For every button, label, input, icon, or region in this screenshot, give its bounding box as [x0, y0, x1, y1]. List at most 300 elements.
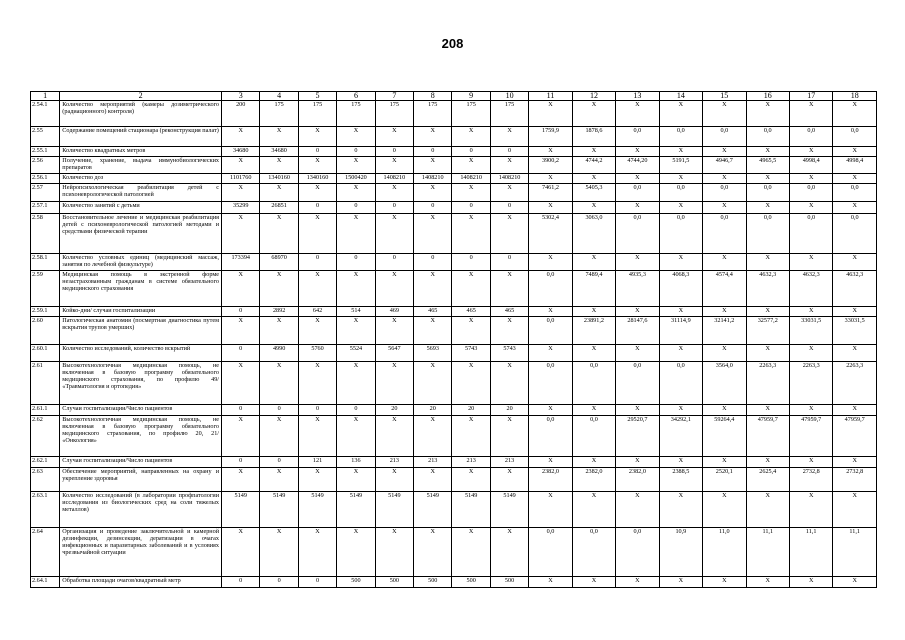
table-cell: 0,0 [616, 362, 659, 405]
table-cell: 0 [452, 147, 490, 157]
table-cell: 0,0 [703, 127, 746, 147]
table-cell: X [659, 492, 702, 528]
table-cell: 20 [490, 405, 528, 416]
table-cell: X [659, 457, 702, 468]
table-cell: 28147,6 [616, 317, 659, 345]
table-cell: X [789, 457, 832, 468]
table-cell: X [833, 147, 877, 157]
table-cell: X [298, 157, 336, 174]
table-row [31, 405, 877, 416]
table-cell: X [616, 101, 659, 127]
row-code: 2.58 [31, 214, 60, 254]
table-cell: 175 [260, 101, 298, 127]
table-cell: X [659, 147, 702, 157]
table-cell: X [298, 184, 336, 202]
table-cell: X [833, 577, 877, 588]
table-row [31, 127, 877, 147]
table-cell: X [414, 214, 452, 254]
row-code: 2.56 [31, 157, 60, 174]
table-cell: X [659, 254, 702, 271]
table-cell: X [616, 457, 659, 468]
table-cell: X [298, 317, 336, 345]
row-description: Патологическая анатомия (посмертная диагностика путем вскрытия трупов умерших) [60, 317, 222, 345]
table-cell: X [222, 127, 260, 147]
table-cell: X [616, 577, 659, 588]
table-cell: 0,0 [833, 184, 877, 202]
table-cell: X [529, 492, 572, 528]
table-row [31, 577, 877, 588]
table-cell: X [659, 405, 702, 416]
table-cell: X [337, 362, 375, 405]
table-cell: 2263,3 [833, 362, 877, 405]
table-cell: 175 [414, 101, 452, 127]
table-cell: 0,0 [616, 214, 659, 254]
table-cell: 175 [452, 101, 490, 127]
table-cell: 1408210 [452, 174, 490, 184]
table-cell: 0 [490, 147, 528, 157]
table-cell: X [572, 457, 615, 468]
table-cell: X [833, 254, 877, 271]
table-cell: X [703, 174, 746, 184]
table-cell: 4744,2 [572, 157, 615, 174]
table-cell: 0 [222, 577, 260, 588]
table-cell: X [746, 457, 789, 468]
table-cell: 3063,0 [572, 214, 615, 254]
table-cell: X [414, 362, 452, 405]
row-description: Количество исследований (в лаборатории профпатологии исследования из биологических сред на соли тяжелых металлов) [60, 492, 222, 528]
table-cell: X [337, 127, 375, 147]
table-cell: X [337, 416, 375, 457]
table-cell: 2892 [260, 307, 298, 317]
table-cell: X [746, 101, 789, 127]
table-cell: X [414, 271, 452, 307]
table-cell: 35299 [222, 202, 260, 214]
table-cell: X [375, 528, 413, 577]
table-cell: X [789, 345, 832, 362]
column-number: 18 [833, 92, 877, 101]
row-code: 2.64 [31, 528, 60, 577]
table-cell: X [375, 362, 413, 405]
table-row [31, 416, 877, 457]
row-description: Количество квадратных метров [60, 147, 222, 157]
table-cell: X [414, 157, 452, 174]
table-cell: 1340160 [298, 174, 336, 184]
table-cell: 34292,1 [659, 416, 702, 457]
table-cell: 500 [452, 577, 490, 588]
page-number: 208 [441, 36, 464, 51]
row-code: 2.62 [31, 416, 60, 457]
table-cell: 32141,2 [703, 317, 746, 345]
table-cell: X [337, 317, 375, 345]
table-cell: 0 [414, 202, 452, 214]
table-cell: 4068,3 [659, 271, 702, 307]
table-cell: 68970 [260, 254, 298, 271]
table-cell: X [222, 157, 260, 174]
table-cell: 5693 [414, 345, 452, 362]
table-cell: 10,9 [659, 528, 702, 577]
table-cell: X [703, 405, 746, 416]
table-cell: X [529, 457, 572, 468]
table-cell: 2263,3 [746, 362, 789, 405]
column-number: 17 [789, 92, 832, 101]
table-cell: X [789, 202, 832, 214]
table-cell: X [452, 271, 490, 307]
table-cell: X [529, 101, 572, 127]
table-cell: 5302,4 [529, 214, 572, 254]
table-cell: X [789, 492, 832, 528]
table-cell: 0 [298, 254, 336, 271]
table-row [31, 317, 877, 345]
table-cell: 500 [375, 577, 413, 588]
table-cell: 2388,5 [659, 468, 702, 492]
table-cell: 4998,4 [833, 157, 877, 174]
row-description: Количество доз [60, 174, 222, 184]
table-row [31, 362, 877, 405]
table-cell: X [616, 147, 659, 157]
table-cell: 33031,5 [789, 317, 832, 345]
table-cell: X [789, 147, 832, 157]
table-cell: X [833, 457, 877, 468]
table-cell: 0 [260, 457, 298, 468]
table-cell: X [337, 468, 375, 492]
table-cell: X [529, 577, 572, 588]
column-number: 13 [616, 92, 659, 101]
table-cell: 175 [490, 101, 528, 127]
table-cell: X [222, 184, 260, 202]
table-cell: X [746, 147, 789, 157]
column-number: 2 [60, 92, 222, 101]
table-cell: 0,0 [703, 214, 746, 254]
table-cell: 213 [452, 457, 490, 468]
table-cell: X [616, 307, 659, 317]
table-cell: 642 [298, 307, 336, 317]
table-cell: 5149 [375, 492, 413, 528]
table-cell: X [572, 345, 615, 362]
table-cell: X [746, 577, 789, 588]
table-cell: 4946,7 [703, 157, 746, 174]
table-cell: X [703, 345, 746, 362]
table-cell: X [529, 345, 572, 362]
table-cell: 0,0 [746, 127, 789, 147]
column-number: 15 [703, 92, 746, 101]
table-cell: X [298, 362, 336, 405]
table-cell: X [222, 416, 260, 457]
table-cell: 5405,3 [572, 184, 615, 202]
table-cell: X [337, 214, 375, 254]
table-row [31, 157, 877, 174]
table-cell: 465 [490, 307, 528, 317]
table-cell: X [452, 214, 490, 254]
table-cell: X [452, 362, 490, 405]
table-cell: X [833, 202, 877, 214]
table-row [31, 184, 877, 202]
table-cell: 0 [375, 254, 413, 271]
table-cell: X [490, 157, 528, 174]
table-cell: X [375, 157, 413, 174]
table-row [31, 468, 877, 492]
table-cell: X [789, 405, 832, 416]
table-cell: X [833, 174, 877, 184]
row-code: 2.56.1 [31, 174, 60, 184]
table-cell: 0,0 [659, 214, 702, 254]
table-cell: 32577,2 [746, 317, 789, 345]
table-cell: 213 [375, 457, 413, 468]
table-cell: X [572, 147, 615, 157]
row-code: 2.54.1 [31, 101, 60, 127]
table-cell: 0 [298, 147, 336, 157]
table-cell: X [703, 307, 746, 317]
table-cell: 4935,3 [616, 271, 659, 307]
table-cell: X [572, 101, 615, 127]
column-number: 16 [746, 92, 789, 101]
table-cell: 31114,9 [659, 317, 702, 345]
column-number: 9 [452, 92, 490, 101]
table-cell: X [572, 307, 615, 317]
table-row [31, 214, 877, 254]
table-cell: 11,1 [833, 528, 877, 577]
table-cell: X [260, 271, 298, 307]
table-row [31, 101, 877, 127]
table-cell: 0 [337, 254, 375, 271]
table-cell: X [490, 184, 528, 202]
column-number: 12 [572, 92, 615, 101]
table-cell: 2382,0 [572, 468, 615, 492]
table-cell: X [375, 214, 413, 254]
row-code: 2.59.1 [31, 307, 60, 317]
table-cell: 0,0 [572, 416, 615, 457]
table-cell: X [375, 468, 413, 492]
table-cell: X [490, 416, 528, 457]
table-cell: X [222, 214, 260, 254]
row-description: Койко-дни/ случаи госпитализации [60, 307, 222, 317]
table-cell: 173394 [222, 254, 260, 271]
table-cell: 175 [375, 101, 413, 127]
table-cell: X [746, 202, 789, 214]
table-cell: 0,0 [529, 271, 572, 307]
table-cell: X [414, 184, 452, 202]
table-cell: 4632,3 [746, 271, 789, 307]
column-number: 11 [529, 92, 572, 101]
column-number: 3 [222, 92, 260, 101]
table-cell: X [490, 317, 528, 345]
table-cell: 2382,0 [529, 468, 572, 492]
table-cell: X [703, 101, 746, 127]
table-cell: 0 [414, 147, 452, 157]
table-cell: 0,0 [529, 317, 572, 345]
table-cell: X [490, 468, 528, 492]
table-cell: X [260, 157, 298, 174]
table-cell: X [298, 271, 336, 307]
row-code: 2.55 [31, 127, 60, 147]
table-cell: 0,0 [789, 214, 832, 254]
table-cell: X [789, 174, 832, 184]
table-cell: 0 [298, 405, 336, 416]
table-cell: 4990 [260, 345, 298, 362]
table-cell: X [529, 307, 572, 317]
table-cell: 0,0 [746, 184, 789, 202]
table-cell: X [703, 202, 746, 214]
table-cell: 4632,3 [789, 271, 832, 307]
table-cell: 4574,4 [703, 271, 746, 307]
row-code: 2.60 [31, 317, 60, 345]
table-cell: X [337, 271, 375, 307]
table-cell: 2732,8 [833, 468, 877, 492]
row-description: Содержание помещений стационара (реконструкция палат) [60, 127, 222, 147]
table-cell: 1500420 [337, 174, 375, 184]
table-cell: 4632,3 [833, 271, 877, 307]
table-cell: X [452, 157, 490, 174]
table-cell: 0,0 [572, 528, 615, 577]
table-cell: 5149 [490, 492, 528, 528]
table-cell: X [616, 405, 659, 416]
table-cell: 29520,7 [616, 416, 659, 457]
table-cell: X [490, 528, 528, 577]
table-cell: X [616, 174, 659, 184]
table-cell: 5149 [298, 492, 336, 528]
table-cell: 0,0 [616, 127, 659, 147]
table-cell: X [833, 307, 877, 317]
row-description: Случаи госпитализации/Число пациентов [60, 405, 222, 416]
row-description: Количество условных единиц (медицинский массаж, занятия по лечебной физкультуре) [60, 254, 222, 271]
table-cell: 5149 [260, 492, 298, 528]
row-code: 2.63.1 [31, 492, 60, 528]
table-cell: 5743 [452, 345, 490, 362]
table-cell: 0 [260, 405, 298, 416]
table-row [31, 307, 877, 317]
table-cell: 0 [222, 307, 260, 317]
column-number-row [31, 92, 877, 101]
table-cell: 175 [298, 101, 336, 127]
row-description: Количество исследований, количество вскрытий [60, 345, 222, 362]
table-cell: 136 [337, 457, 375, 468]
table-cell: 3564,0 [703, 362, 746, 405]
table-cell: 4998,4 [789, 157, 832, 174]
table-cell: 34680 [222, 147, 260, 157]
table-cell: X [260, 184, 298, 202]
row-code: 2.61.1 [31, 405, 60, 416]
table-cell: X [490, 362, 528, 405]
row-code: 2.63 [31, 468, 60, 492]
row-description: Обработка площади очагов/квадратный метр [60, 577, 222, 588]
table-cell: 26851 [260, 202, 298, 214]
table-cell: X [703, 492, 746, 528]
row-description: Восстановительное лечение и медицинская реабилитация детей с психоневрологической патологией методами и средствами физической терапии [60, 214, 222, 254]
table-cell: X [298, 468, 336, 492]
table-cell: X [572, 492, 615, 528]
table-cell: 3900,2 [529, 157, 572, 174]
column-number: 6 [337, 92, 375, 101]
table-cell: X [529, 174, 572, 184]
table-cell: X [490, 214, 528, 254]
table-cell: 0 [298, 577, 336, 588]
table-row [31, 254, 877, 271]
table-cell: 0,0 [833, 127, 877, 147]
table-cell: X [260, 468, 298, 492]
table-cell: 33031,5 [833, 317, 877, 345]
table-cell: X [529, 147, 572, 157]
table-row [31, 147, 877, 157]
table-cell: X [789, 307, 832, 317]
table-cell: X [746, 307, 789, 317]
table-cell: 59264,4 [703, 416, 746, 457]
row-code: 2.64.1 [31, 577, 60, 588]
table-cell: X [222, 528, 260, 577]
table-cell: 0 [337, 405, 375, 416]
table-cell: X [260, 317, 298, 345]
table-cell: 0 [452, 202, 490, 214]
table-cell: 0,0 [529, 416, 572, 457]
table-cell: X [260, 528, 298, 577]
table-cell: X [490, 127, 528, 147]
table-cell: 1759,9 [529, 127, 572, 147]
table-cell: 20 [452, 405, 490, 416]
table-cell: 11,1 [789, 528, 832, 577]
table-cell: 47959,7 [789, 416, 832, 457]
table-cell: X [375, 416, 413, 457]
table-cell: X [833, 492, 877, 528]
table-cell: X [833, 345, 877, 362]
table-row [31, 345, 877, 362]
table-cell: X [572, 202, 615, 214]
table-cell: 465 [452, 307, 490, 317]
table-cell: X [260, 127, 298, 147]
row-description: Количество занятий с детьми [60, 202, 222, 214]
table-cell: 2625,4 [746, 468, 789, 492]
table-cell: 1340160 [260, 174, 298, 184]
table-cell: 23891,2 [572, 317, 615, 345]
table-cell: X [222, 271, 260, 307]
column-number: 1 [31, 92, 60, 101]
table-cell: X [414, 468, 452, 492]
row-code: 2.57 [31, 184, 60, 202]
row-code: 2.55.1 [31, 147, 60, 157]
table-cell: 11,1 [746, 528, 789, 577]
table-cell: X [260, 416, 298, 457]
table-cell: 500 [414, 577, 452, 588]
table-cell: X [616, 202, 659, 214]
table-cell: X [746, 345, 789, 362]
table-cell: X [659, 307, 702, 317]
table-cell: 2263,3 [789, 362, 832, 405]
row-code: 2.62.1 [31, 457, 60, 468]
table-row [31, 202, 877, 214]
table-cell: 0 [298, 202, 336, 214]
table-cell: X [789, 577, 832, 588]
table-cell: 20 [375, 405, 413, 416]
table-cell: X [659, 577, 702, 588]
table-cell: 0 [452, 254, 490, 271]
table-cell: 0,0 [616, 184, 659, 202]
table-cell: X [414, 317, 452, 345]
table-cell: X [452, 184, 490, 202]
table-cell: X [529, 202, 572, 214]
table-cell: 1408210 [490, 174, 528, 184]
table-cell: X [298, 528, 336, 577]
table-cell: 47959,7 [746, 416, 789, 457]
row-code: 2.60.1 [31, 345, 60, 362]
table-cell: X [789, 101, 832, 127]
table-cell: 0,0 [789, 127, 832, 147]
table-cell: X [703, 254, 746, 271]
table-cell: X [746, 174, 789, 184]
table-cell: X [703, 457, 746, 468]
table-row [31, 528, 877, 577]
row-description: Получение, хранение, выдача иммунобиологических препаратов [60, 157, 222, 174]
row-description: Организация и проведение заключительной и камерной дезинфекции, дезинсекции, дератизации в очагах инфекционных и паразитарных заболеваний и в условиях чрезвычайной ситуации [60, 528, 222, 577]
table-cell: X [375, 317, 413, 345]
column-number: 7 [375, 92, 413, 101]
table-cell: 0,0 [703, 184, 746, 202]
